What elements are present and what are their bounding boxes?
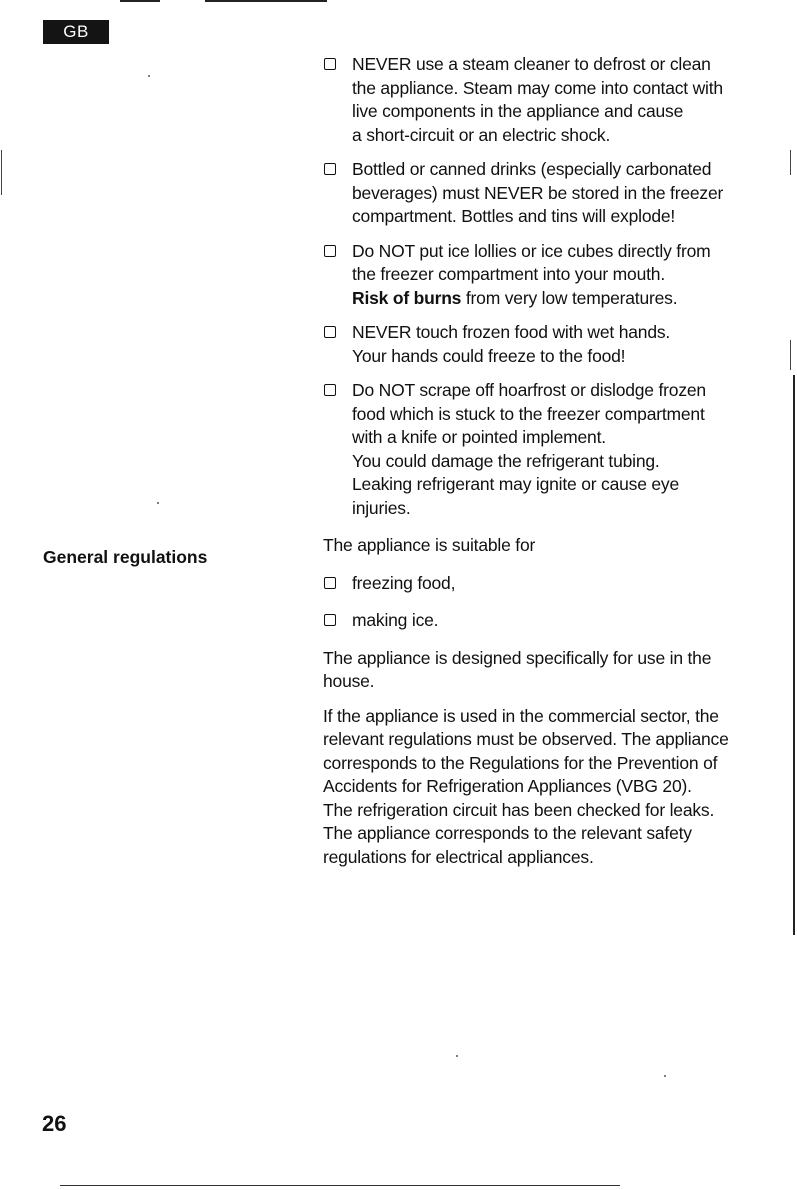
warning-line: injuries. — [352, 497, 411, 518]
warning-line: Leaking refrigerant may ignite or cause eye — [352, 474, 680, 494]
scan-mark-right-3 — [793, 375, 795, 935]
warning-line: Do NOT scrape off hoarfrost or dislodge frozen — [352, 380, 706, 400]
suitable-for-intro: The appliance is suitable for — [323, 535, 536, 555]
warning-line: Your hands could freeze to the food! — [352, 345, 626, 366]
use-text: making ice. — [352, 610, 439, 630]
para-line: corresponds to the Regulations for the Prevention of — [323, 752, 718, 773]
page-number: 26 — [42, 1111, 67, 1136]
warning-line: NEVER use a steam cleaner to defrost or clean — [352, 54, 711, 74]
para-house-use — [323, 647, 773, 694]
warning-line: NEVER touch frozen food with wet hands. — [352, 322, 671, 342]
warning-line: Do NOT put ice lollies or ice cubes directly from — [352, 240, 711, 261]
scan-mark-left — [1, 150, 2, 195]
para-line: The appliance is designed specifically for use in the — [323, 647, 712, 668]
risk-of-burns-text: from very low temperatures. — [461, 287, 678, 308]
checkbox-icon — [324, 163, 336, 175]
section-heading-general-regulations: General regulations — [43, 547, 208, 567]
warning-item-hoarfrost — [323, 379, 773, 520]
checkbox-icon — [324, 58, 336, 70]
warning-item-steam-cleaner — [323, 53, 773, 147]
speck — [148, 75, 150, 77]
checkbox-icon — [324, 384, 336, 396]
warning-item-ice-lollies — [323, 240, 773, 311]
para-line: Accidents for Refrigeration Appliances (VBG 20). — [323, 776, 692, 796]
bottom-rule — [60, 1185, 620, 1186]
checkbox-icon — [324, 614, 336, 626]
warning-line: with a knife or pointed implement. — [352, 427, 606, 447]
warning-line: the appliance. Steam may come into contact with — [352, 77, 723, 98]
warning-line-risk — [352, 287, 773, 311]
warning-line: the freezer compartment into your mouth. — [352, 264, 665, 284]
warning-line: You could damage the refrigerant tubing. — [352, 450, 660, 471]
checkbox-icon — [324, 577, 336, 589]
warning-item-bottled-drinks — [323, 158, 773, 229]
use-item-making-ice — [323, 609, 773, 633]
use-text: freezing food, — [352, 572, 456, 593]
para-line: The appliance corresponds to the relevant safety — [323, 823, 692, 843]
top-rule-long — [205, 0, 327, 2]
scan-mark-right-2 — [790, 340, 791, 370]
warning-item-wet-hands — [323, 321, 773, 368]
para-line: If the appliance is used in the commercial sector, the — [323, 705, 719, 726]
para-commercial-use — [323, 705, 773, 870]
warning-line: food which is stuck to the freezer compartment — [352, 403, 705, 424]
warning-line: compartment. Bottles and tins will explode! — [352, 206, 676, 226]
speck — [664, 1075, 666, 1077]
warning-line: a short-circuit or an electric shock. — [352, 124, 611, 145]
main-content — [323, 53, 773, 880]
scan-mark-right-1 — [790, 150, 791, 175]
speck — [157, 502, 159, 504]
para-line: regulations for electrical appliances. — [323, 846, 594, 867]
warning-line: beverages) must NEVER be stored in the freezer — [352, 182, 724, 203]
warning-line: Bottled or canned drinks (especially carbonated — [352, 159, 712, 179]
speck — [456, 1055, 458, 1057]
use-item-freezing-food — [323, 572, 773, 596]
risk-of-burns-label: Risk of burns — [352, 287, 462, 308]
checkbox-icon — [324, 245, 336, 257]
para-line: house. — [323, 671, 375, 691]
para-line: relevant regulations must be observed. The appliance — [323, 729, 729, 749]
top-rule-short — [120, 0, 160, 2]
warning-line: live components in the appliance and cause — [352, 101, 684, 121]
para-line: The refrigeration circuit has been checked for leaks. — [323, 799, 715, 820]
checkbox-icon — [324, 326, 336, 338]
language-badge: GB — [43, 20, 109, 44]
